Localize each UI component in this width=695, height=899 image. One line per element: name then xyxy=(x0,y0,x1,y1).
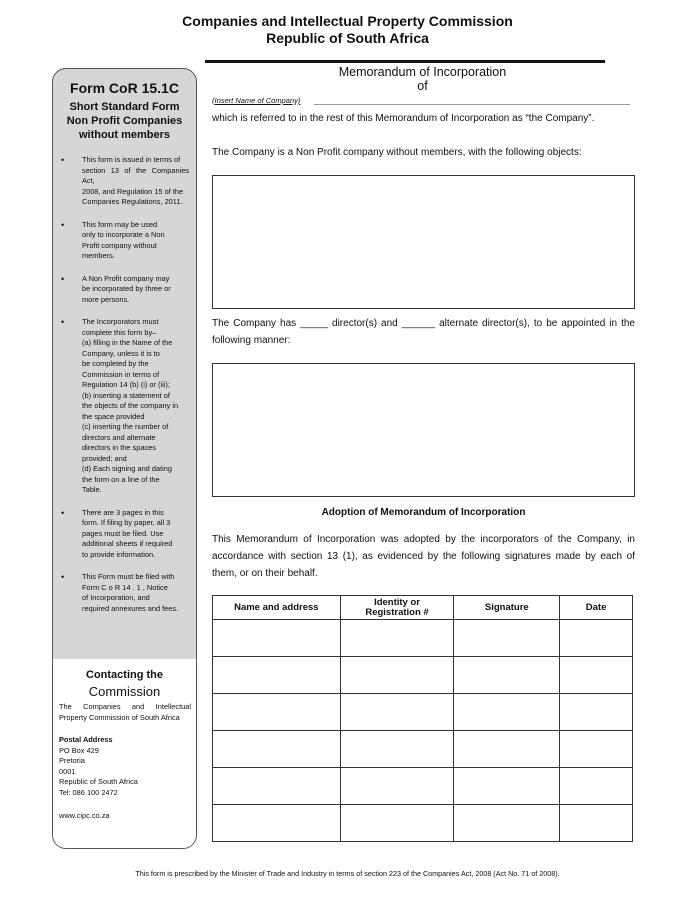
instructions-sidebar xyxy=(52,68,197,849)
directors-input-box[interactable] xyxy=(212,363,635,497)
contact-heading: Contacting the xyxy=(86,669,163,681)
instruction-line: Companies Regulations, 2011. xyxy=(82,197,183,206)
instruction-line: Profit company without xyxy=(82,240,157,250)
form-subtitle-line: without members xyxy=(78,129,171,141)
signature-cell[interactable] xyxy=(454,694,560,731)
instruction-line: more persons. xyxy=(82,294,130,304)
instruction-item xyxy=(61,274,189,306)
instruction-line: (c) inserting the number of xyxy=(82,422,169,431)
instruction-line: Commission in terms of xyxy=(82,369,160,379)
instruction-line: • This form may be used xyxy=(82,219,158,229)
instruction-item xyxy=(61,317,189,496)
footer-statement: This form is prescribed by the Minister of Trade and Industry in terms of section 223 of the Companies Act, 2008 (Act No. 71 of 2008). xyxy=(135,869,560,878)
identity-cell[interactable] xyxy=(340,620,454,657)
instruction-line: • This Form must be filed with xyxy=(82,572,175,581)
table-row xyxy=(213,731,633,768)
contact-organisation: The Companies and Intellectual Property Commission of South Africa xyxy=(59,702,191,722)
instruction-line: directors in the spaces xyxy=(82,443,156,452)
instruction-line: (b) inserting a statement of xyxy=(82,390,170,400)
name-cell[interactable] xyxy=(213,805,341,842)
website-link[interactable]: www.cipc.co.za xyxy=(59,811,110,820)
instruction-line: 2008, and Regulation 15 of the xyxy=(82,186,184,196)
instruction-line: the form on a line of the xyxy=(82,474,160,484)
instruction-line: form. If filing by paper, all 3 xyxy=(82,518,171,527)
company-name-field[interactable] xyxy=(314,104,630,105)
address-line: Republic of South Africa xyxy=(59,777,138,787)
paragraph-adoption: This Memorandum of Incorporation was adopted by the incorporators of the Company, in accordance with section 13 (1), as evidenced by the following signatures made by each of them, or on their behalf. xyxy=(212,534,635,579)
signature-cell[interactable] xyxy=(454,805,560,842)
instruction-line: complete this form by– xyxy=(82,327,157,337)
table-row xyxy=(213,694,633,731)
instruction-line: Company, unless it is to xyxy=(82,348,160,358)
name-cell[interactable] xyxy=(213,768,341,805)
postal-address-label: Postal Address xyxy=(59,735,113,744)
header-divider xyxy=(205,60,605,63)
instruction-line: additional sheets if required xyxy=(82,539,173,548)
instruction-line: Form C o R 14 . 1 , Notice xyxy=(82,582,168,592)
instruction-line: Table. xyxy=(82,485,102,494)
column-header-name: Name and address xyxy=(213,596,341,620)
address-line: Tel: 086 100 2472 xyxy=(59,787,118,797)
header-country: Republic of South Africa xyxy=(266,30,429,46)
address-line: PO Box 429 xyxy=(59,745,99,755)
identity-cell[interactable] xyxy=(340,694,454,731)
name-cell[interactable] xyxy=(213,694,341,731)
postal-address xyxy=(59,735,191,799)
document-title: Memorandum of Incorporation xyxy=(338,65,507,79)
date-cell[interactable] xyxy=(560,694,633,731)
table-row xyxy=(213,805,633,842)
signature-table xyxy=(212,595,633,842)
date-cell[interactable] xyxy=(560,805,633,842)
instruction-line: pages must be filed. Use xyxy=(82,528,164,538)
date-cell[interactable] xyxy=(560,731,633,768)
signature-cell[interactable] xyxy=(454,620,560,657)
form-subtitle-line: Non Profit Companies xyxy=(66,115,183,127)
paragraph-objects: The Company is a Non Profit company without members, with the following objects: xyxy=(212,147,582,158)
form-number: Form CoR 15.1C xyxy=(70,80,179,96)
paragraph-referred: which is referred to in the rest of this Memorandum of Incorporation as “the Company”. xyxy=(212,113,595,124)
instruction-item xyxy=(61,508,189,561)
column-header-date: Date xyxy=(560,596,633,620)
identity-cell[interactable] xyxy=(340,768,454,805)
address-line: Pretoria xyxy=(59,756,85,766)
instruction-line: (a) filling in the Name of the xyxy=(82,338,173,347)
instruction-line: • A Non Profit company may xyxy=(82,273,170,283)
column-header-identity-line: Registration # xyxy=(365,606,429,618)
column-header-signature: Signature xyxy=(454,596,560,620)
instruction-line: the space provided xyxy=(82,411,145,421)
instruction-line: • This form is issued in terms of xyxy=(82,155,181,164)
instruction-line: provided; and xyxy=(82,453,127,463)
adoption-heading: Adoption of Memorandum of Incorporation xyxy=(321,507,526,518)
header-commission-name: Companies and Intellectual Property Commission xyxy=(182,13,513,29)
table-row xyxy=(213,620,633,657)
objects-input-box[interactable] xyxy=(212,175,635,309)
instruction-item xyxy=(61,572,189,614)
company-name-label: (Insert Name of Company) xyxy=(212,96,301,105)
column-header-identity-line: Identity or xyxy=(374,596,420,608)
address-line: 0001 xyxy=(59,766,76,776)
identity-cell[interactable] xyxy=(340,805,454,842)
instruction-line: to provide information. xyxy=(82,549,156,559)
instruction-line: the objects of the company in xyxy=(82,401,179,410)
form-subtitle xyxy=(53,100,196,142)
signature-cell[interactable] xyxy=(454,657,560,694)
instruction-line: only to incorporate a Non xyxy=(82,230,165,239)
instruction-line: be incorporated by three or xyxy=(82,284,171,293)
instruction-line: section 13 of the Companies Act, xyxy=(82,165,189,185)
instruction-item xyxy=(61,155,189,208)
instruction-item xyxy=(61,220,189,262)
signature-cell[interactable] xyxy=(454,731,560,768)
instruction-line: directors and alternate xyxy=(82,432,156,442)
instruction-line: • The Incorporators must xyxy=(82,317,159,326)
name-cell[interactable] xyxy=(213,620,341,657)
date-cell[interactable] xyxy=(560,768,633,805)
instruction-line: • There are 3 pages in this xyxy=(82,507,164,517)
identity-cell[interactable] xyxy=(340,657,454,694)
instruction-line: Regulation 14 (b) (i) or (iii); xyxy=(82,380,170,389)
identity-cell[interactable] xyxy=(340,731,454,768)
date-cell[interactable] xyxy=(560,620,633,657)
signature-cell[interactable] xyxy=(454,768,560,805)
name-cell[interactable] xyxy=(213,731,341,768)
table-header-row xyxy=(213,596,633,620)
name-cell[interactable] xyxy=(213,657,341,694)
contact-heading-commission: Commission xyxy=(88,684,161,699)
instruction-line: (d) Each signing and dating xyxy=(82,464,172,473)
table-row xyxy=(213,768,633,805)
paragraph-directors: The Company has _____ director(s) and ______ alternate director(s), to be appointed in the following manner: xyxy=(212,318,635,346)
instruction-line: be completed by the xyxy=(82,359,149,368)
instruction-line: required annexures and fees. xyxy=(82,603,179,613)
date-cell[interactable] xyxy=(560,657,633,694)
table-row xyxy=(213,657,633,694)
instruction-list xyxy=(61,155,189,626)
instruction-line: members. xyxy=(82,251,115,260)
column-header-identity xyxy=(340,596,454,620)
form-subtitle-line: Short Standard Form xyxy=(69,101,180,113)
instruction-line: of Incorporation, and xyxy=(82,593,150,602)
document-title-of: of xyxy=(417,79,428,93)
